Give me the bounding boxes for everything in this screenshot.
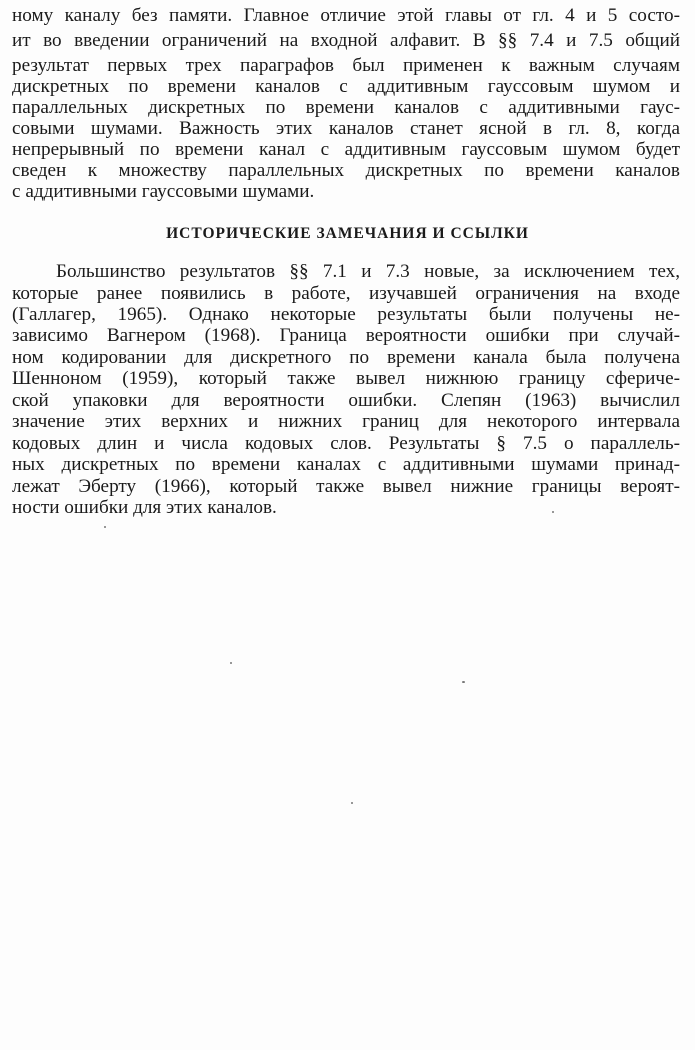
text-line: с аддитивными гауссовыми шумами.: [12, 181, 315, 202]
scan-speck: [351, 802, 353, 804]
text-line: зависимо Вагнером (1968). Граница вероятности ошибки при случай-: [12, 325, 680, 346]
scan-speck: [104, 526, 106, 528]
text-line: ном кодировании для дискретного по времени канала была получена: [12, 347, 680, 368]
text-line: параллельных дискретных по времени каналов с аддитивными гаус-: [12, 97, 680, 118]
text-line: сведен к множеству параллельных дискретных по времени каналов: [12, 160, 680, 181]
text-line: непрерывный по времени канал с аддитивным гауссовым шумом будет: [12, 139, 680, 160]
text-line: ных дискретных по времени каналах с аддитивными шумами принад-: [12, 454, 680, 475]
scan-speck: [230, 662, 232, 664]
text-line: совыми шумами. Важность этих каналов станет ясной в гл. 8, когда: [12, 118, 680, 139]
text-line: ской упаковки для вероятности ошибки. Слепян (1963) вычислил: [12, 390, 680, 411]
text-line: ит во введении ограничений на входной алфавит. В §§ 7.4 и 7.5 общий: [12, 30, 680, 51]
section-heading: ИСТОРИЧЕСКИЕ ЗАМЕЧАНИЯ И ССЫЛКИ: [166, 225, 529, 242]
scan-speck: [552, 511, 554, 513]
scan-speck: [462, 681, 465, 683]
text-line: значение этих верхних и нижних границ для некоторого интервала: [12, 411, 680, 432]
text-line: Большинство результатов §§ 7.1 и 7.3 новые, за исключением тех,: [56, 261, 680, 282]
text-line: лежат Эберту (1966), который также вывел нижние границы вероят-: [12, 476, 680, 497]
text-line: ному каналу без памяти. Главное отличие этой главы от гл. 4 и 5 состо-: [12, 5, 680, 26]
text-line: ности ошибки для этих каналов.: [12, 497, 277, 518]
text-line: результат первых трех параграфов был применен к важным случаям: [12, 55, 680, 76]
text-line: Шенноном (1959), который также вывел нижнюю границу сфериче-: [12, 368, 680, 389]
text-line: кодовых длин и числа кодовых слов. Результаты § 7.5 о параллель-: [12, 433, 680, 454]
text-line: (Галлагер, 1965). Однако некоторые результаты были получены не-: [12, 304, 680, 325]
text-line: которые ранее появились в работе, изучавшей ограничения на входе: [12, 283, 680, 304]
text-line: дискретных по времени каналов с аддитивным гауссовым шумом и: [12, 76, 680, 97]
